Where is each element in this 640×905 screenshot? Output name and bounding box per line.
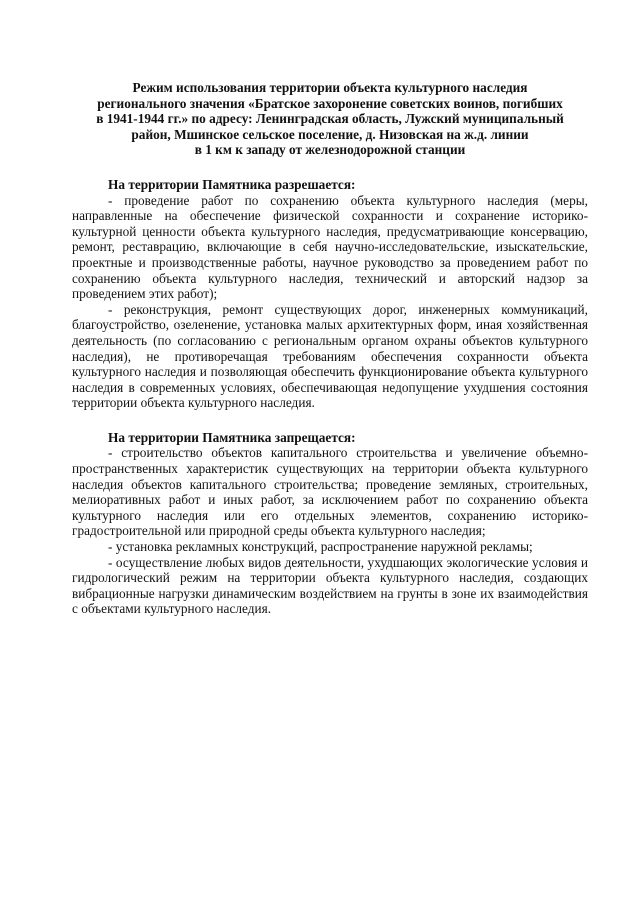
prohibited-item: - установка рекламных конструкций, распространение наружной рекламы; bbox=[108, 539, 533, 555]
allowed-section bbox=[72, 177, 588, 411]
allowed-item: - проведение работ по сохранению объекта культурного наследия (меры, направленные на обеспечение физической сохранности и сохранение историко-культурной ценности объекта культурного наследия, предусматривающие консервацию, ремонт, реставрацию, включающие в себя научно-исследовательские, изыскательские, проектные и производственные работы, научное руководство за проведением работ по сохранению объекта культурного наследия, технический и авторский надзор за проведением этих работ); bbox=[72, 192, 588, 302]
prohibited-item: - осуществление любых видов деятельности, ухудшающих экологические условия и гидрологический режим на территории объекта культурного наследия, создающих вибрационные нагрузки динамическим воздействием на грунты в зоне их взаимодействия с объектами культурного наследия. bbox=[72, 554, 588, 617]
title-line: регионального значения «Братское захоронение советских воинов, погибших bbox=[97, 95, 563, 111]
title-line: район, Мшинское сельское поселение, д. Низовская на ж.д. линии bbox=[131, 126, 529, 142]
prohibited-heading: На территории Памятника запрещается: bbox=[108, 429, 356, 445]
prohibited-item: - строительство объектов капитального строительства и увеличение объемно-пространственных характеристик существующих на территории объекта культурного наследия объектов капитального строительства; проведение земляных, строительных, мелиоративных работ и иных работ, за исключением работ по сохранению объекта культурного наследия или его отдельных элементов, сохранению историко-градостроительной или природной среды объекта культурного наследия; bbox=[72, 445, 588, 539]
allowed-item: - реконструкция, ремонт существующих дорог, инженерных коммуникаций, благоустройство, озеленение, установка малых архитектурных форм, иная хозяйственная деятельность (по согласованию с региональным органом охраны объектов культурного наследия), не противоречащая требованиям обеспечения сохранности объекта культурного наследия и позволяющая обеспечить функционирование объекта культурного наследия в современных условиях, обеспечивающая недопущение ухудшения состояния территории объекта культурного наследия. bbox=[72, 301, 588, 411]
document-title bbox=[72, 80, 588, 158]
title-line: в 1 км к западу от железнодорожной станции bbox=[194, 142, 466, 158]
title-line: Режим использования территории объекта культурного наследия bbox=[132, 80, 528, 95]
title-line: в 1941-1944 гг.» по адресу: Ленинградская область, Лужский муниципальный bbox=[96, 111, 564, 127]
prohibited-section bbox=[72, 430, 588, 617]
allowed-heading: На территории Памятника разрешается: bbox=[108, 176, 356, 192]
document-page bbox=[72, 80, 588, 617]
